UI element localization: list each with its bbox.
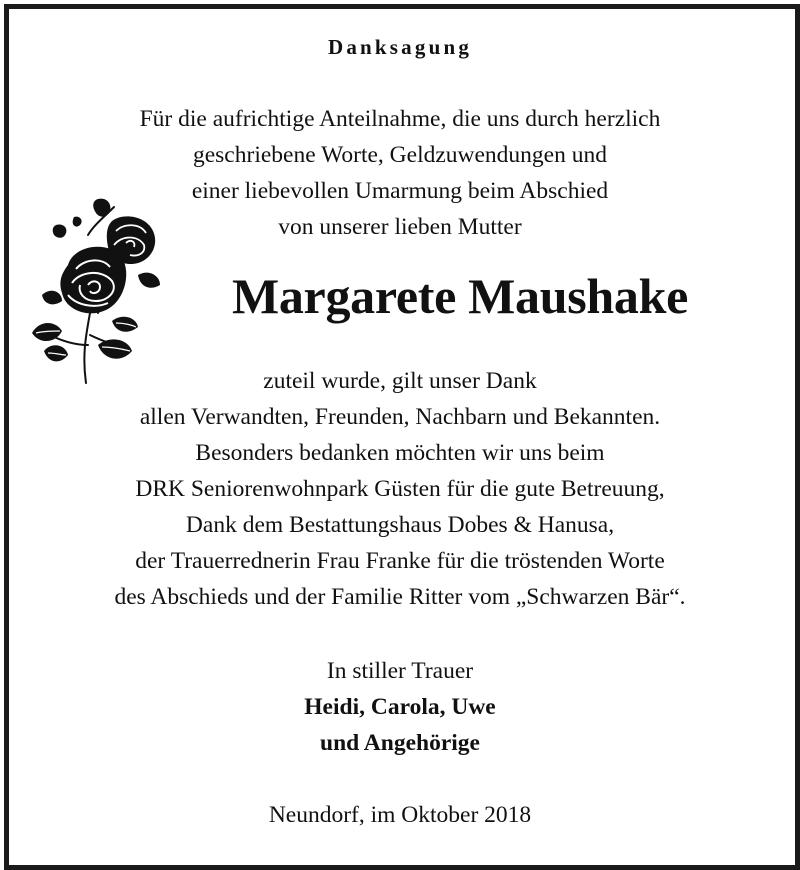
mourners-line-2: und Angehörige [320, 730, 480, 756]
place-date: Neundorf, im Oktober 2018 [268, 802, 532, 828]
intro-line-4: von unserer lieben Mutter [278, 214, 522, 240]
rose-icon [28, 195, 168, 390]
notice-title: Danksagung [327, 35, 473, 59]
body-line-4: DRK Seniorenwohnpark Güsten für die gute Betreuung, [135, 476, 665, 502]
body-line-3: Besonders bedanken möchten wir uns beim [195, 440, 605, 466]
body-line-5: Dank dem Bestattungshaus Dobes & Hanusa, [185, 512, 615, 538]
body-line-1: zuteil wurde, gilt unser Dank [263, 368, 537, 394]
body-line-2: allen Verwandten, Freunden, Nachbarn und Bekannten. [139, 404, 661, 430]
closing-text: In stiller Trauer [326, 658, 474, 684]
mourners-line-1: Heidi, Carola, Uwe [304, 694, 496, 720]
deceased-name: Margarete Maushake [231, 268, 689, 324]
intro-line-1: Für die aufrichtige Anteilnahme, die uns durch herzlich [139, 106, 661, 132]
intro-line-3: einer liebevollen Umarmung beim Abschied [191, 178, 609, 204]
intro-line-2: geschriebene Worte, Geldzuwendungen und [192, 142, 607, 168]
body-line-7: des Abschieds und der Familie Ritter vom „Schwarzen Bär“. [114, 584, 686, 610]
body-line-6: der Trauerrednerin Frau Franke für die tröstenden Worte [135, 548, 665, 574]
